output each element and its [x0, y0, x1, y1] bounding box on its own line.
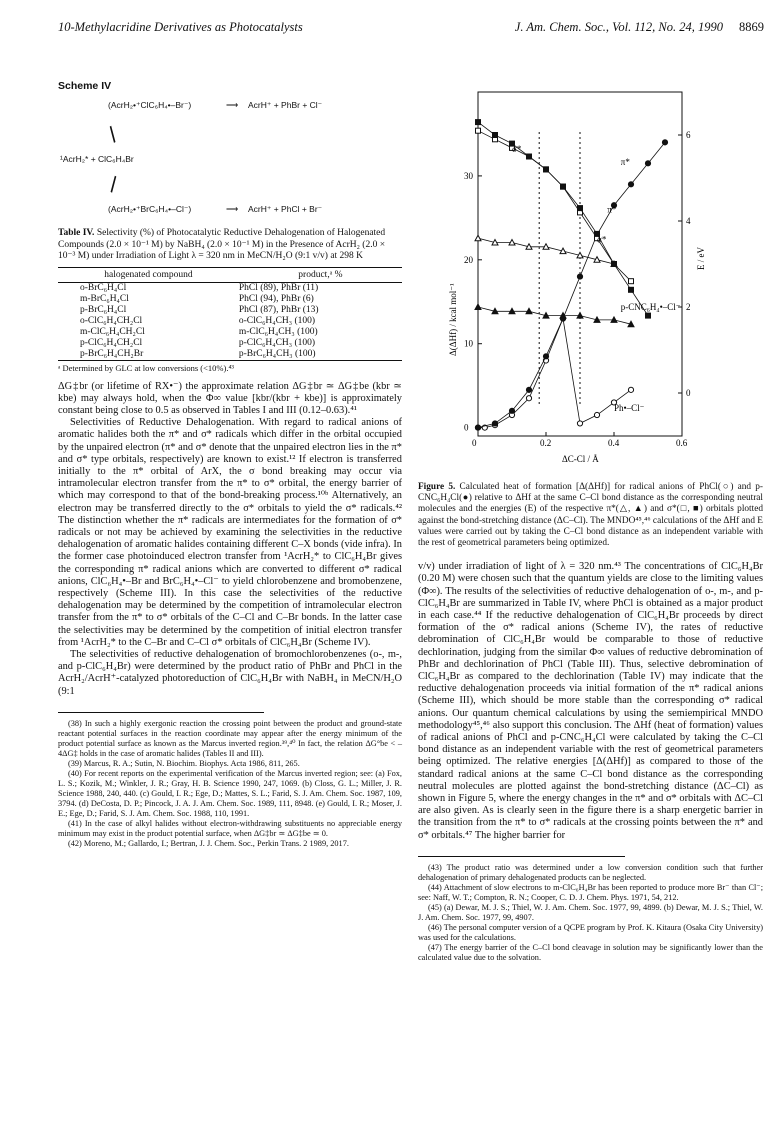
data-point	[527, 154, 532, 159]
x-axis-label: ΔC-Cl / Å	[562, 454, 599, 464]
data-point	[476, 120, 481, 125]
body-paragraph: ΔG‡br (or lifetime of RX•⁻) the approximate relation ΔG‡br ≃ ΔG‡be (kbr ≃ kbe) may always hold, when the Φ∞ value [kbr/(kbr + kbe)] is approximately constant being close to 0.5 as observed in Tables I and III (0.12–0.63).⁴¹	[58, 380, 402, 416]
ph-series-label: Ph•–Cl⁻	[614, 402, 645, 413]
sigma-label: σ*	[597, 234, 607, 245]
table-footnote: ᵃ Determined by GLC at low conversions (<10%).⁴³	[58, 362, 234, 373]
arrow-right-icon: ⟶	[226, 100, 239, 110]
table-row	[58, 327, 402, 338]
data-point	[476, 128, 481, 133]
running-header-title: 10-Methylacridine Derivatives as Photocatalysts	[58, 20, 303, 34]
footnote: (44) Attachment of slow electrons to m-ClC₆H₄Br has been reported to produce more Br⁻ than Cl⁻; see: Naff, W. T.; Compton, R. N.; Cooper, C. D. J. Chem. Phys. 1971, 54, 212.	[418, 882, 763, 902]
arrow-right-icon: ⟶	[226, 204, 239, 214]
selectivity-table	[58, 267, 402, 361]
data-point	[561, 184, 566, 189]
data-point	[544, 167, 549, 172]
data-point	[612, 262, 617, 267]
data-point	[526, 387, 531, 392]
page-number: 8869	[739, 20, 764, 34]
compound-cell: m-ClC₆H₄CH₂Cl	[80, 326, 145, 337]
figure-caption-text: Calculated heat of formation [Δ(ΔHf)] for radical anions of PhCl(○) and p-CNC₆H₄Cl(●) relative to ΔHf at the same C–Cl bond distance as the corresponding neutral molecules and the energies (E) of the respective π*(△, ▲) and σ*(□, ■) orbitals plotted against the bond-stretching distance (ΔC–Cl). The MNDO⁴⁵,⁴⁶ calculations of the ΔHf and E values were carried out by taking the C–Cl bond distance as an independent variable with the rest of geometrical parameters being optimized.	[418, 482, 763, 549]
scheme-top-products: AcrH⁺ + PhBr + Cl⁻	[248, 100, 323, 110]
footnote: (46) The personal computer version of a QCPE program by Prof. K. Kitaura (Osaka City University) was used for the calculations.	[418, 922, 763, 942]
figure-5-chart	[418, 80, 763, 478]
scheme-iv	[58, 92, 402, 222]
scheme-top-complex: (AcrH₂•⁺ClC₆H₄•–Br⁻)	[108, 100, 192, 110]
y-left-tick-label: 20	[464, 254, 473, 265]
table-row	[58, 349, 402, 361]
product-cell: o-ClC₆H₄CH₃ (100)	[238, 315, 316, 326]
footnotes-left	[58, 719, 402, 849]
product-cell: PhCl (94), PhBr (6)	[238, 293, 314, 304]
data-point	[646, 313, 651, 318]
running-header-journal	[515, 20, 764, 35]
data-point	[645, 161, 650, 166]
body-paragraph: Selectivities of Reductive Dehalogenation. With regard to radical anions of aromatic halides both the π* and σ* radicals which differ in the orbital occupied by the unpaired electron (π* and σ* denote that the unpaired electron lies in the π* and σ* type orbitals, respectively) are known to exist.¹² If electron is transferred initially to the π* orbital of ArX, the σ bond breaking may occur via intramolecular electron transfer from the π* to σ* orbital, the energy barrier of which may correspond to that of the bond-breaking process.¹⁰ᵇ Alternatively, an electron may be transferred directly to the σ* orbitals to yield the σ* radicals.⁴² The distinction whether the π* radicals are intermediates for the formation of σ* radicals or not may be achieved by examining the selectivities in the reductive dehalogenation of aromatic halides containing different C–X bonds (vide infra). In the former case photoinduced electron transfer from ¹AcrH₂* to ClC₆H₄Br gives the corresponding π* radical anions which are converted to different σ* radical anions, ClC₆H₄•–Br and BrC₆H₄•–Cl⁻ to yield chlorobenzene and bromobenzene, respectively (Scheme III). In this case the selectivities of the reductive dehalogenation may be determined by the competition of intramolecular electron transfer from the π* to σ* orbitals of the C–Cl and C–Br bonds. In the latter case the selectivities may be determined by the competition of initial electron transfer from ¹AcrH₂* to the C–Br and C–Cl σ* orbitals of ClC₆H₄Br (Scheme IV).	[58, 417, 402, 648]
data-point	[475, 304, 481, 310]
table-caption	[58, 228, 402, 263]
series-line	[478, 319, 631, 428]
footnote: (40) For recent reports on the experimental verification of the Marcus inverted region; see: (a) Fox, L. S.; Kozik, M.; Winkler, J. R.; Gray, H. B. Science 1990, 247, 1069. (b) Closs, G. L.; Miller, J. R. Science 1988, 240, 440. (c) Gould, I. R.; Ege, D.; Mattes, S. L.; Farid, S. J. Am. Chem. Soc. 1987, 109, 3794. (d) DeCosta, D. P.; Pincock, J. A. J. Am. Chem. Soc. 1989, 111, 8948. (e) Gould, I. R.; Moser, J. E.; Ege, D.; Farid, S. J. Am. Chem. Soc. 1988, 110, 1991.	[58, 768, 402, 818]
scheme-reactant: ¹AcrH₂* + ClC₆H₄Br	[60, 154, 134, 164]
arrow-down-right-icon: \	[104, 172, 123, 197]
table-row	[58, 316, 402, 327]
table-header: halogenated compound	[58, 267, 239, 282]
series-line	[478, 307, 631, 324]
x-tick-label: 0.6	[676, 438, 688, 448]
figure-caption	[418, 482, 763, 549]
table-row	[58, 338, 402, 349]
data-point	[629, 287, 634, 292]
journal-citation: J. Am. Chem. Soc., Vol. 112, No. 24, 1990	[514, 20, 723, 34]
data-point	[493, 133, 498, 138]
y-left-tick-label: 10	[464, 338, 473, 349]
right-column	[418, 80, 763, 963]
table-row	[58, 282, 402, 294]
series-line	[478, 122, 648, 316]
data-point	[475, 425, 480, 430]
y-right-tick-label: 2	[686, 302, 691, 312]
data-point	[594, 412, 599, 417]
footnote: (38) In such a highly exergonic reaction the crossing point between the product and ground-state reactant potential surfaces in the reaction coordinate may appear after the energy minimum of the product potential surface as known as the Marcus inverted region.³⁹,⁴⁰ In fact, the relation ΔG°be < –4ΔG‡ holds in the case of aromatic halides (Tables II and III).	[58, 718, 402, 758]
footnote: (47) The energy barrier of the C–Cl bond cleavage in solution may be significantly lower than the calculated value due to the solvation.	[418, 942, 763, 962]
data-point	[509, 408, 514, 413]
footnote: (42) Moreno, M.; Gallardo, I.; Bertran, J. J. Chem. Soc., Perkin Trans. 2 1989, 2017.	[68, 838, 349, 848]
product-cell: p-BrC₆H₄CH₃ (100)	[239, 349, 402, 361]
x-tick-label: 0.2	[540, 438, 552, 448]
figure-5	[418, 80, 763, 478]
scheme-title: Scheme IV	[58, 80, 112, 92]
pi-label: π*	[620, 157, 630, 168]
figure-label: Figure 5.	[418, 482, 456, 492]
product-cell: p-ClC₆H₄CH₃ (100)	[238, 337, 316, 348]
data-point	[629, 279, 634, 284]
data-point	[628, 182, 633, 187]
data-point	[577, 274, 582, 279]
y-left-tick-label: 0	[464, 422, 469, 433]
compound-cell: p-BrC₆H₄CH₂Br	[58, 349, 239, 361]
y-right-tick-label: 4	[686, 216, 691, 226]
data-point	[577, 421, 582, 426]
table-row	[58, 294, 402, 305]
y-right-tick-label: 0	[686, 388, 691, 398]
compound-cell: p-ClC₆H₄CH₂Cl	[80, 337, 143, 348]
data-point	[543, 354, 548, 359]
product-cell: PhCl (89), PhBr (11)	[238, 282, 319, 293]
arrow-up-right-icon: /	[103, 122, 122, 147]
product-cell: PhCl (87), PhBr (13)	[238, 304, 319, 315]
data-point	[526, 396, 531, 401]
footnote: (39) Marcus, R. A.; Sutin, N. Biochim. Biophys. Acta 1986, 811, 265.	[68, 758, 300, 768]
table-label: Table IV.	[58, 228, 95, 238]
pcn-series-label: p-CNC₆H₄•–Cl⁻	[620, 302, 681, 313]
product-cell: m-ClC₆H₄CH₃ (100)	[238, 326, 318, 337]
footnote: (43) The product ratio was determined under a low conversion condition such that further dehalogenation of primary dehalogenated products can be neglected.	[418, 862, 763, 882]
table-caption-text: Selectivity (%) of Photocatalytic Reductive Dehalogenation of Halogenated Compounds (2.0 × 10⁻¹ M) by NaBH₄ (2.0 × 10⁻¹ M) in the Presence of AcrH₂ (2.0 × 10⁻³ M) under Irradiation of Light λ = 320 nm in MeCN/H₂O (9:1 v/v) at 298 K	[58, 228, 386, 261]
body-paragraph: The selectivities of reductive dehalogenation of bromochlorobenzenes (o-, m-, and p-ClC₆H₄Br) were determined by the product ratio of PhBr and PhCl in the AcrH₂/AcrH⁺-catalyzed photoreduction of ClC₆H₄Br with NaBH₄ in MeCN/H₂O (9:1	[58, 648, 402, 697]
compound-cell: m-BrC₆H₄Cl	[80, 293, 129, 304]
footnote-divider	[418, 856, 625, 857]
sigma-label: σ*	[512, 144, 522, 155]
data-point	[492, 421, 497, 426]
x-tick-label: 0.4	[608, 438, 620, 448]
scheme-bottom-products: AcrH⁺ + PhCl + Br⁻	[248, 204, 323, 214]
data-point	[662, 140, 667, 145]
table-row	[58, 305, 402, 316]
y-left-axis-label: Δ(ΔHf) / kcal mol⁻¹	[448, 283, 458, 356]
footnote-divider	[58, 712, 264, 713]
body-paragraph: v/v) under irradiation of light of λ = 320 nm.⁴³ The concentrations of ClC₆H₄Br (0.20 M) were chosen such that the quantum yields are close to the limiting values (Φ∞). The results of the selectivities of reductive dehalogenation of o-, m-, and p-ClC₆H₄Br are summarized in Table IV, where PhCl is obtained as a major product in each case.⁴⁴ If the reductive dehalogenation of ClC₆H₄Br proceeds by direct formation of the σ* radical anions (Scheme IV), the rates of reductive debromination of ClC₆H₄Br would be comparable to those of reductive dechlorination, judging from the similar Φ∞ values of reductive debromination of PhBr and dechlorination of PhCl (Table III). Thus, selective debromination of ClC₆H₄Br as compared to the dechlorination (Table IV) may indicate that the reductive dehalogenation proceeds via initial formation of the π* radical anions (Scheme III), which should be more stable than the corresponding σ* radical anions. Our quantum chemical calculations by using the semiempirical MNDO methodology⁴⁵,⁴⁶ also support this conclusion. The ΔHf (heat of formation) values of radical anions of PhCl and p-CNC₆H₄Cl were calculated by taking the C–Cl bond distance as an independent variable with the rest of geometrical parameters being optimized. The relative energies [Δ(ΔHf)] as compared to those of the standard radical anions at the same C–Cl bond distance as the corresponding neutral molecules are plotted against the bond-stretching distance (ΔC–Cl) as shown in Figure 5, where the energy changes in the π* and σ* orbitals with ΔC–Cl are also given. As is clearly seen in the figure there is a sharp energetic barrier in the transition from the π* to σ* radicals at the crossing points between the π* and σ* orbitals.⁴⁷ The higher barrier for	[418, 561, 763, 841]
y-right-tick-label: 6	[686, 130, 691, 140]
y-left-tick-label: 30	[464, 170, 473, 181]
series-line	[478, 142, 665, 427]
footnote: (41) In the case of alkyl halides without electron-withdrawing substituents no appreciable energy minimum may exist in the product potential surface, when ΔG‡br ≃ ΔG‡be ≃ 0.	[58, 818, 402, 838]
compound-cell: o-BrC₆H₄Cl	[80, 282, 127, 293]
footnote: (45) (a) Dewar, M. J. S.; Thiel, W. J. Am. Chem. Soc. 1977, 99, 4899. (b) Dewar, M. J. S.; Thiel, W. J. Am. Chem. Soc. 1977, 99, 4907.	[418, 902, 763, 922]
compound-cell: p-BrC₆H₄Cl	[80, 304, 127, 315]
data-point	[628, 387, 633, 392]
pi-label: π*	[607, 204, 617, 215]
footnotes-right	[418, 863, 763, 963]
table-header: product,ᵃ %	[239, 267, 402, 282]
compound-cell: o-ClC₆H₄CH₂Cl	[80, 315, 143, 326]
scheme-bottom-complex: (AcrH₂•⁺BrC₆H₄•–Cl⁻)	[108, 204, 192, 214]
x-tick-label: 0	[472, 438, 477, 448]
data-point	[578, 206, 583, 211]
data-point	[475, 235, 481, 241]
y-right-axis-label: E / eV	[696, 247, 706, 270]
left-column	[58, 80, 402, 849]
